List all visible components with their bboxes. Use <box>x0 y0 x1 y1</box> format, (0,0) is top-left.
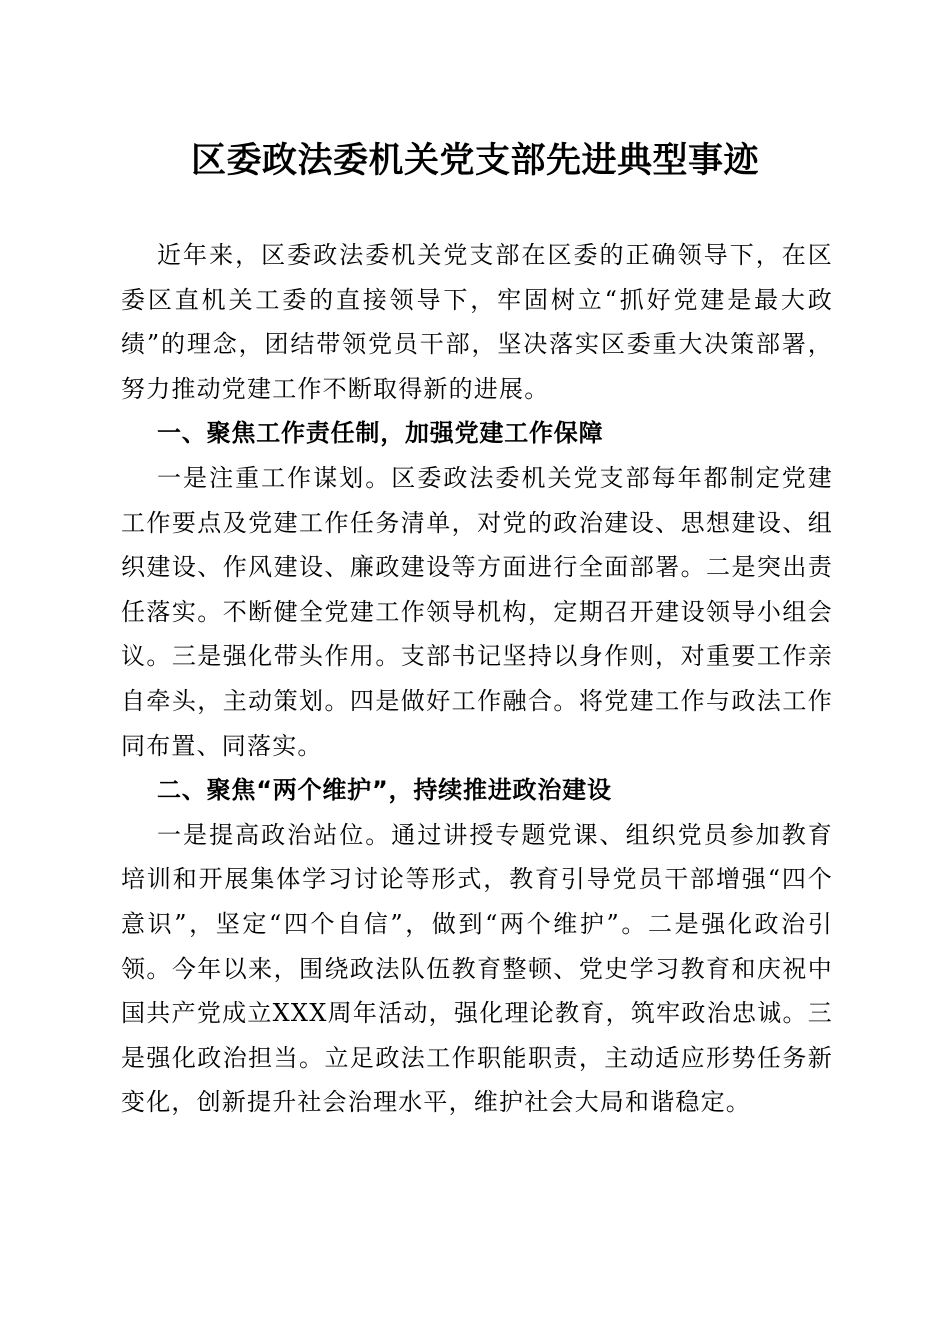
section-1-paragraph: 一是注重工作谋划。区委政法委机关党支部每年都制定党建工作要点及党建工作任务清单，对党的政治建设、思想建设、组织建设、作风建设、廉政建设等方面进行全面部署。二是突出责任落实。不断健全党建工作领导机构，定期召开建设领导小组会议。三是强化带头作用。支部书记坚持以身作则，对重要工作亲自牵头，主动策划。四是做好工作融合。将党建工作与政法工作同布置、同落实。 <box>121 463 833 760</box>
section-1-heading: 一、聚焦工作责任制，加强党建工作保障 <box>157 419 604 448</box>
section-2-heading: 二、聚焦“两个维护”，持续推进政治建设 <box>157 776 612 805</box>
document-body <box>121 233 833 1125</box>
intro-paragraph: 近年来，区委政法委机关党支部在区委的正确领导下，在区委区直机关工委的直接领导下，牢固树立“抓好党建是最大政绩”的理念，团结带领党员干部，坚决落实区委重大决策部署，努力推动党建工作不断取得新的进展。 <box>121 241 833 403</box>
section-2-paragraph: 一是提高政治站位。通过讲授专题党课、组织党员参加教育培训和开展集体学习讨论等形式，教育引导党员干部增强“四个意识”，坚定“四个自信”，做到“两个维护”。二是强化政治引领。今年以来，围绕政法队伍教育整顿、党史学习教育和庆祝中国共产党成立XXX周年活动，强化理论教育，筑牢政治忠诚。三是强化政治担当。立足政法工作职能职责，主动适应形势任务新变化，创新提升社会治理水平，维护社会大局和谐稳定。 <box>121 820 833 1117</box>
document-title: 区委政法委机关党支部先进典型事迹 <box>190 140 759 181</box>
